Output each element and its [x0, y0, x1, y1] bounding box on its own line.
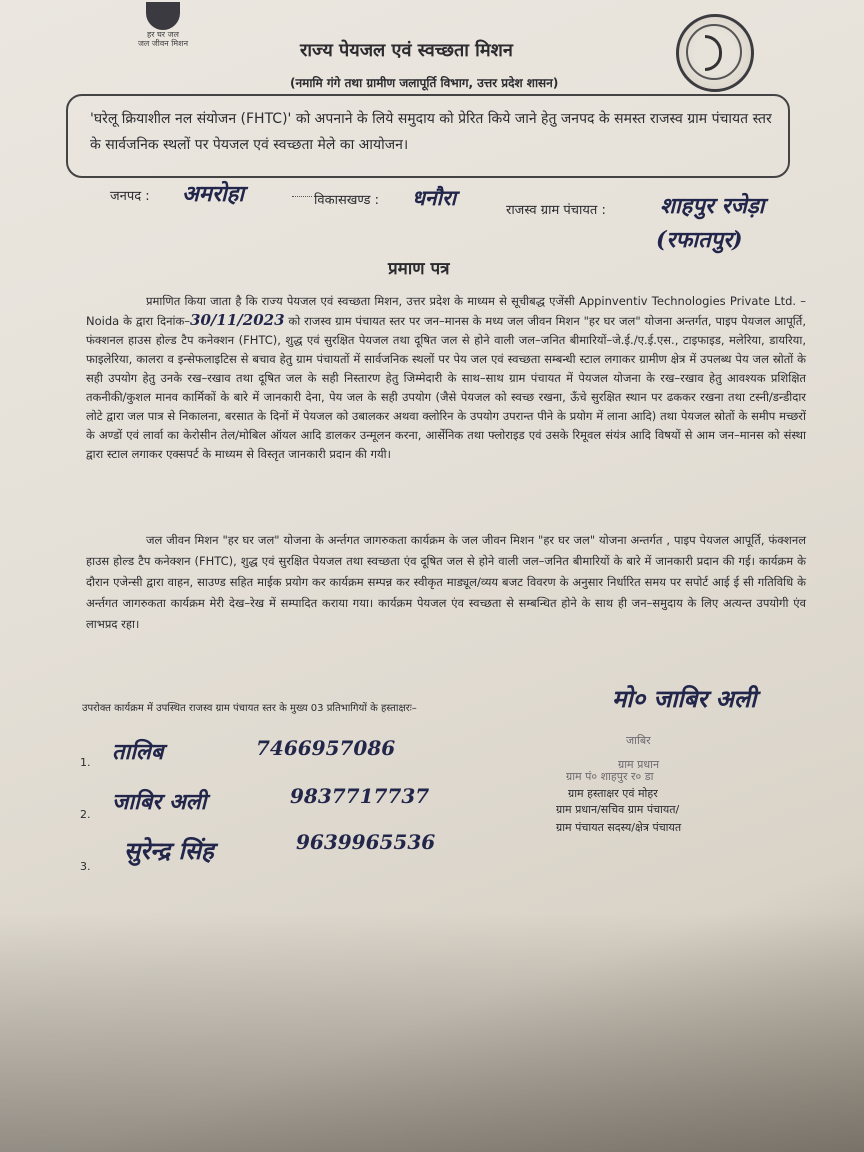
har-ghar-jal-logo: [128, 2, 198, 64]
signatures-intro: उपरोक्त कार्यक्रम में उपस्थित राजस्व ग्राम पंचायत स्तर के मुख्य 03 प्रतिभागियों के हस्ताक्षरः–: [82, 703, 417, 714]
participant-1-num: 1.: [80, 756, 91, 769]
district-value: अमरोहा: [182, 181, 245, 207]
banner-box: [66, 94, 790, 178]
signature-label-1: ग्राम हस्ताक्षर एवं मोहर: [568, 787, 658, 800]
logo-text-1: हर घर जल: [147, 30, 179, 39]
bottom-shadow: [0, 912, 864, 1152]
participant-3-phone: 9639965536: [296, 830, 436, 854]
block-value: धनौरा: [412, 185, 457, 210]
handwritten-date: 30/11/2023: [190, 311, 285, 329]
banner-text: 'घरेलू क्रियाशील नल संयोजन (FHTC)' को अपनाने के लिये समुदाय को प्रेरित किये जाने हेतु जनपद के समस्त राजस्व ग्राम पंचायत स्तर के सार्वजनिक स्थलों पर पेयजल एवं स्वच्छता मेले का आयोजन।: [90, 111, 772, 153]
participant-2-phone: 9837717737: [290, 784, 430, 808]
water-drop-icon: [146, 2, 180, 30]
page-title: राज्य पेयजल एवं स्वच्छता मिशन: [300, 40, 513, 61]
stamp-line-2: ग्राम प्रधान: [618, 758, 660, 771]
district-label: जनपद :: [110, 189, 150, 204]
logo-text-2: जल जीवन मिशन: [137, 39, 189, 48]
signature-label-2: ग्राम प्रधान/सचिव ग्राम पंचायत/: [556, 803, 680, 816]
certificate-heading: प्रमाण पत्र: [388, 259, 450, 279]
panchayat-value-2: (रफातपुर): [656, 227, 743, 253]
participant-1-phone: 7466957086: [256, 736, 396, 760]
para1-after-date: को राजस्व ग्राम पंचायत स्तर पर जन–मानस के मध्य जल जीवन मिशन "हर घर जल" योजना अन्तर्गत, पाइप पेयजल आपूर्ति, फंक्शनल हाउस होल्ड टैप कनेक्शन (FHTC), शुद्ध एवं सुरक्षित पेयजल तथा दूषित जल से होने वाली जल–जनित बीमारियों–जे.ई./ए.ई.एस., टाइफाइड, मलेरिया, डायरिया, फाइलेरिया, कालरा व इन्सेफलाइटिस से बचाव हेतु ग्राम पंचायतों में सार्वजनिक स्थलों पर पेय जल एवं स्वच्छता सम्बन्धी स्टाल लगाकर ग्रामीण क्षेत्र में उपलब्ध पेय जल स्रोतों के सही उपयोग हेतु उनके रख–रखाव तथा दूषित जल के सही निस्तारण हेतु जिम्मेदारी के साथ–साथ ग्राम पंचायत में पेयजल योजना के रख–रखाव हेतु आवश्यक प्रशिक्षित तकनीकी/कुशल मानव कार्मिकों के बारे में जानकारी देना, पेय जल के सही उपयोग (जैसे पेयजल को स्वच्छ रखना, ऊँचे सुरक्षित स्थान पर ढककर रखना तथा टस्नी/डन्डीदार लोटे द्वारा जल पात्र से निकालना, बरसात के दिनों में पेयजल को उबालकर अथवा क्लोरिन के उपयोग उपरान्त पीने के प्रयोग में लाना आदि) तथा पेयजल स्रोतों के समीप मच्छरों के अण्डों एवं लार्वा का केरोसीन तेल/मोबिल ऑयल आदि डालकर उन्मूलन करना, आर्सेनिक तथा फ्लोराइड एवं उसके रिमूवल संयंत्र आदि विषयों से आम जन–मानस को संस्था द्वारा स्टाल लगाकर एक्सपर्ट के माध्यम से विस्तृत जानकारी प्रदान की गयी।: [86, 314, 806, 461]
signature-label-3: ग्राम पंचायत सदस्य/क्षेत्र पंचायत: [556, 821, 682, 834]
participant-3-name: सुरेन्द्र सिंह: [124, 836, 214, 865]
participant-2-name: जाबिर अली: [112, 789, 207, 815]
para1-before-date: प्रमाणित किया जाता है कि राज्य पेयजल एवं स्वच्छता मिशन, उत्तर प्रदेश के माध्यम से सूचीबद्ध एजेंसी Appinventiv Technologies Private Ltd. – Noida के द्वारा दिनांक–: [86, 294, 806, 328]
up-government-seal: [676, 14, 754, 92]
panchayat-label: राजस्व ग्राम पंचायत :: [506, 203, 606, 218]
dotted-line: [292, 196, 312, 197]
page-subtitle: (नमामि गंगे तथा ग्रामीण जलापूर्ति विभाग, उत्तर प्रदेश शासन): [290, 76, 559, 90]
participant-3-num: 3.: [80, 860, 91, 873]
stamp-line-3: ग्राम पं० शाहपुर र० डा: [566, 770, 654, 783]
stamp-line-1: जाबिर: [626, 734, 651, 747]
block-label: विकासखण्ड :: [314, 193, 380, 208]
para2-text: जल जीवन मिशन "हर घर जल" योजना के अर्न्तगत जागरुकता कार्यक्रम के जल जीवन मिशन "हर घर जल" योजना अन्तर्गत , पाइप पेयजल आपूर्ति, फंक्शनल हाउस होल्ड टैप कनेक्शन (FHTC), शुद्ध एवं सुरक्षित पेयजल तथा स्वच्छता एंव दूषित जल से होने वाली जल–जनित बीमारियों के बारे में जानकारी प्रदान की गई। कार्यक्रम के दौरान एजेन्सी द्वारा वाहन, साउण्ड सहित माईक प्रयोग कर कार्यक्रम सम्पन्न कर स्वीकृत माड्यूल/व्यय बजट विवरण के अनुसार निर्धारित समय पर सपोर्ट आई ई सी गतिविधि के अर्न्तगत जागरुकता कार्यक्रम मेरी देख–रेख में सम्पादित कराया गया। कार्यक्रम पेयजल एंव स्वच्छता से सम्बन्धित होने के साथ ही जन–समुदाय के लिए अत्यन्त उपयोगी एंव लाभप्रद रहा।: [86, 533, 806, 631]
participant-2-num: 2.: [80, 808, 91, 821]
pradhan-signature: मो० जाबिर अली: [612, 684, 757, 713]
paragraph-1: [86, 292, 806, 464]
participant-1-name: तालिब: [112, 739, 164, 765]
panchayat-value: शाहपुर रजेड़ा: [660, 193, 765, 219]
paragraph-2: [86, 530, 806, 635]
